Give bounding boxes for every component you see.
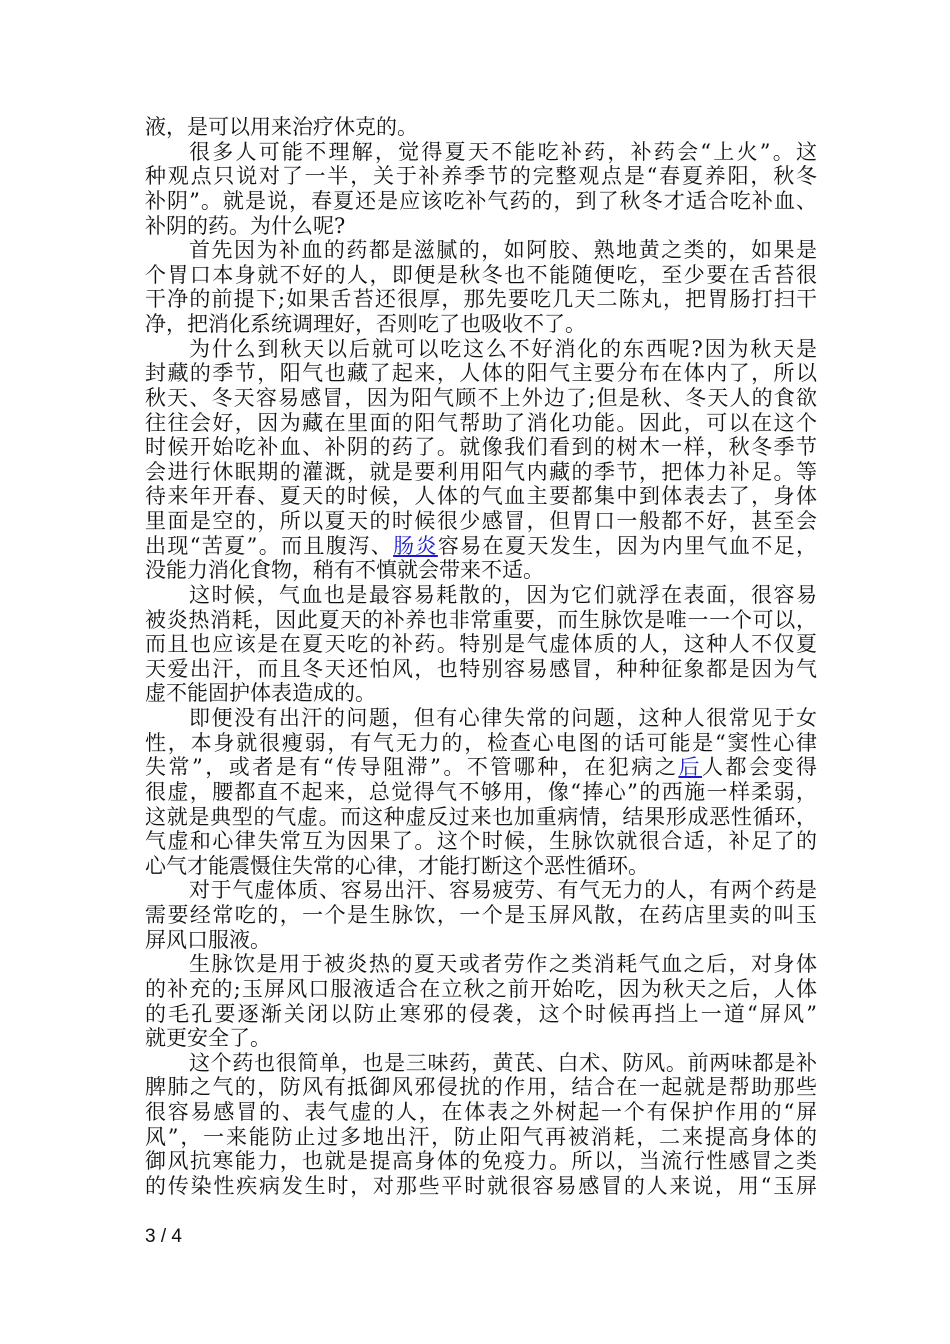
paragraph bbox=[145, 1051, 817, 1199]
text-line: 就更安全了。 bbox=[145, 1026, 271, 1051]
text-line bbox=[145, 534, 817, 559]
paragraph bbox=[145, 140, 817, 239]
text-line: 这就是典型的气虚。而这种虚反过来也加重病情，结果形成恶性循环， bbox=[145, 804, 817, 829]
text-line: 没能力消化食物，稍有不慎就会带来不适。 bbox=[145, 558, 544, 583]
document-body bbox=[145, 115, 817, 1199]
text-line: 时候开始吃补血、补阴的药了。就像我们看到的树木一样，秋冬季节 bbox=[145, 435, 817, 460]
paragraph bbox=[145, 878, 817, 952]
paragraph bbox=[145, 706, 817, 878]
text-line: 需要经常吃的，一个是生脉饮，一个是玉屏风散，在药店里卖的叫玉 bbox=[145, 903, 817, 927]
text-line: 液，是可以用来治疗休克的。 bbox=[145, 115, 418, 139]
text-line: 天爱出汗，而且冬天还怕风，也特别容易感冒，种种征象都是因为气 bbox=[145, 656, 817, 681]
text-line: 性，本身就很瘦弱，有气无力的，检查心电图的话可能是“窦性心律 bbox=[145, 730, 817, 755]
text-line: 御风抗寒能力，也就是提高身体的免疫力。所以，当流行性感冒之类 bbox=[145, 1149, 817, 1174]
text-line: 很多人可能不理解，觉得夏天不能吃补药，补药会“上火”。这 bbox=[189, 139, 817, 164]
text-line: 的毛孔要逐渐关闭以防止寒邪的侵袭，这个时候再挡上一道“屏风” bbox=[145, 1001, 817, 1026]
text-line: 即便没有出汗的问题，但有心律失常的问题，这种人很常见于女 bbox=[189, 706, 817, 730]
text-segment: 人都会变得 bbox=[701, 755, 818, 780]
text-line: 会进行休眠期的灌溉，就是要利用阳气内藏的季节，把体力补足。等 bbox=[145, 459, 817, 484]
text-line: 生脉饮是用于被炎热的夏天或者劳作之类消耗气血之后，对身体 bbox=[189, 952, 817, 977]
text-line: 个胃口本身就不好的人，即便是秋冬也不能随便吃，至少要在舌苔很 bbox=[145, 262, 817, 287]
text-line: 补阴”。就是说，春夏还是应该吃补气药的，到了秋冬才适合吃补血、 bbox=[145, 188, 817, 213]
text-line: 心气才能震慑住失常的心律，才能打断这个恶性循环。 bbox=[145, 853, 649, 878]
paragraph bbox=[145, 583, 817, 706]
text-line: 补阴的药。为什么呢? bbox=[145, 213, 346, 238]
text-line: 干净的前提下;如果舌苔还很厚，那先要吃几天二陈丸，把胃肠打扫干 bbox=[145, 287, 817, 312]
text-line: 对于气虚体质、容易出汗、容易疲劳、有气无力的人，有两个药是 bbox=[189, 878, 817, 903]
inline-link[interactable]: 后 bbox=[678, 755, 702, 780]
text-line: 脾肺之气的，防风有抵御风邪侵扰的作用，结合在一起就是帮助那些 bbox=[145, 1075, 817, 1100]
text-segment: 失常”，或者是有“传导阻滞”。不管哪种，在犯病之 bbox=[145, 755, 679, 780]
text-line: 风”，一来能防止过多地出汗，防止阳气再被消耗，二来提高身体的 bbox=[145, 1124, 817, 1149]
text-line: 为什么到秋天以后就可以吃这么不好消化的东西呢?因为秋天是 bbox=[189, 336, 817, 361]
text-line: 很虚，腰都直不起来，总觉得气不够用，像“捧心”的西施一样柔弱， bbox=[145, 779, 817, 804]
paragraph bbox=[145, 115, 817, 140]
paragraph bbox=[145, 337, 817, 583]
text-line: 往往会好，因为藏在里面的阳气帮助了消化功能。因此，可以在这个 bbox=[145, 410, 817, 435]
text-segment: 出现“苦夏”。而且腹泻、 bbox=[145, 533, 394, 558]
text-line: 虚不能固护体表造成的。 bbox=[145, 681, 376, 706]
text-line: 的传染性疾病发生时，对那些平时就很容易感冒的人来说，用“玉屏 bbox=[145, 1173, 817, 1198]
inline-link[interactable]: 肠炎 bbox=[393, 533, 438, 558]
text-line: 而且也应该是在夏天吃的补药。特别是气虚体质的人，这种人不仅夏 bbox=[145, 632, 817, 657]
text-line: 封藏的季节，阳气也藏了起来，人体的阳气主要分布在体内了，所以 bbox=[145, 361, 817, 386]
text-line: 种观点只说对了一半，关于补养季节的完整观点是“春夏养阳，秋冬 bbox=[145, 164, 817, 189]
text-line: 被炎热消耗，因此夏天的补养也非常重要，而生脉饮是唯一一个可以， bbox=[145, 607, 817, 632]
text-line: 很容易感冒的、表气虚的人，在体表之外树起一个有保护作用的“屏 bbox=[145, 1100, 817, 1124]
text-line: 屏风口服液。 bbox=[145, 927, 271, 952]
page-number: 3 / 4 bbox=[145, 1226, 182, 1247]
text-line: 里面是空的，所以夏天的时候很少感冒，但胃口一般都不好，甚至会 bbox=[145, 509, 817, 533]
text-segment: 容易在夏天发生，因为内里气血不足， bbox=[437, 533, 817, 558]
text-line: 这个药也很简单，也是三味药，黄芪、白术、防风。前两味都是补 bbox=[189, 1050, 817, 1075]
text-line: 气虚和心律失常互为因果了。这个时候，生脉饮就很合适，补足了的 bbox=[145, 829, 817, 854]
text-line: 首先因为补血的药都是滋腻的，如阿胶、熟地黄之类的，如果是 bbox=[189, 238, 817, 263]
text-line: 待来年开春、夏天的时候，人体的气血主要都集中到体表去了，身体 bbox=[145, 484, 817, 509]
text-line: 秋天、冬天容易感冒，因为阳气顾不上外边了;但是秋、冬天人的食欲 bbox=[145, 385, 817, 410]
text-line: 的补充的;玉屏风口服液适合在立秋之前开始吃，因为秋天之后，人体 bbox=[145, 976, 817, 1001]
paragraph bbox=[145, 952, 817, 1051]
text-line: 这时候，气血也是最容易耗散的，因为它们就浮在表面，很容易 bbox=[189, 582, 817, 607]
text-line: 净，把消化系统调理好，否则吃了也吸收不了。 bbox=[145, 312, 586, 336]
text-line bbox=[145, 755, 817, 780]
paragraph bbox=[145, 238, 817, 337]
